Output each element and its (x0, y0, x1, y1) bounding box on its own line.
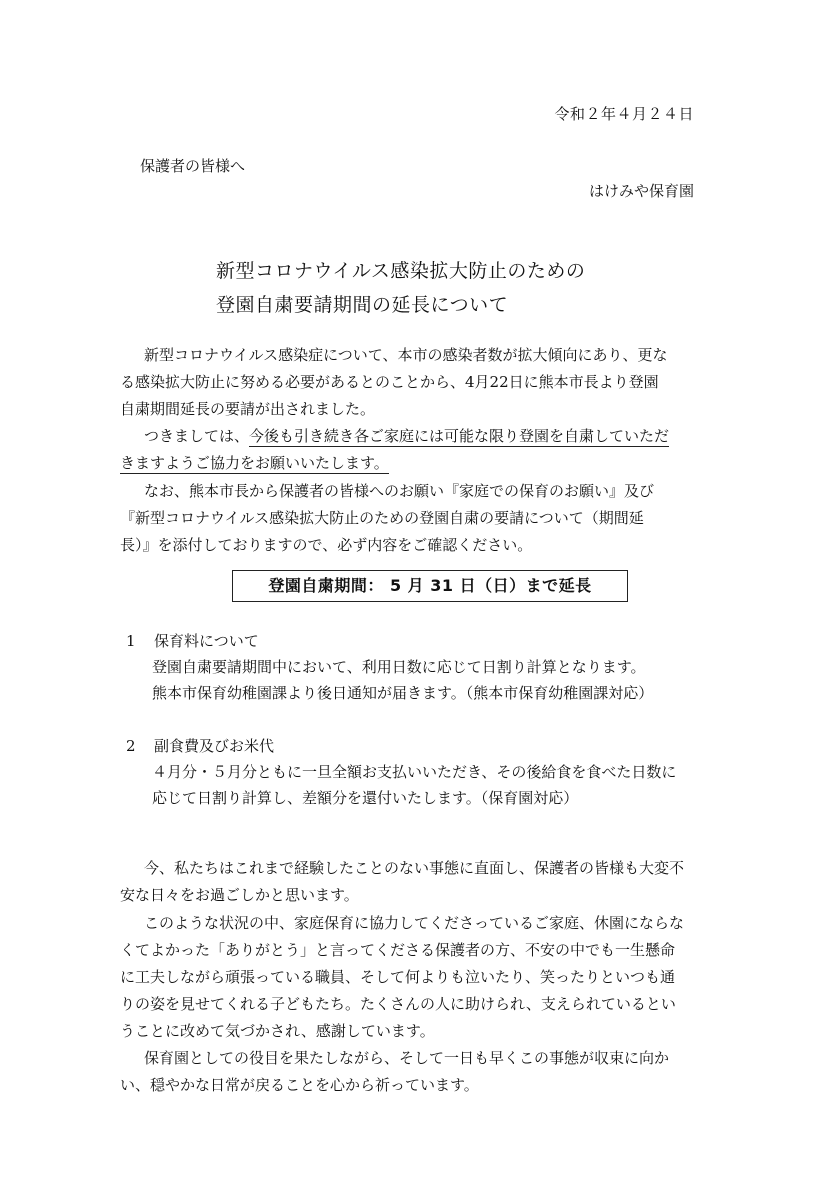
suspension-period-notice-box: 登園自粛期間： 5 月 31 日（日）まで延長 (232, 570, 628, 602)
intro-paragraph-2-underlined-1: 今後も引き続き各ご家庭には可能な限り登園を自粛していただ (249, 427, 670, 445)
section-2-title: 副食費及びお米代 (154, 737, 275, 755)
section-1-number: 1 (126, 632, 136, 650)
sender-line: はけみや保育園 (588, 182, 694, 200)
section-1-body-line-2: 熊本市保育幼稚園課より後日通知が届きます。（熊本市保育幼稚園課対応） (152, 684, 654, 702)
document-title-line-2: 登園自粛要請期間の延長について (216, 294, 509, 316)
section-1-body-line-1: 登園自粛要請期間中において、利用日数に応じて日割り計算となります。 (152, 658, 646, 676)
intro-paragraph-1-line-3: 自粛期間延長の要請が出されました。 (120, 400, 376, 418)
closing-paragraph-2-line-3: に工夫しながら頑張っている職員、そして何よりも泣いたり、笑ったりといつも通 (120, 968, 676, 986)
intro-paragraph-3-line-2: 『新型コロナウイルス感染拡大防止のための登園自粛の要請について（期間延 (120, 509, 644, 527)
document-title-line-1: 新型コロナウイルス感染拡大防止のための (216, 260, 586, 282)
intro-paragraph-2-underlined-2: きますようご協力をお願いいたします。 (120, 454, 389, 472)
intro-paragraph-2-line-1 (144, 423, 669, 451)
closing-paragraph-1-line-2: 安な日々をお過ごしかと思います。 (120, 886, 359, 904)
section-1-heading (126, 630, 259, 651)
section-2-heading (126, 735, 274, 756)
section-2-body-line-2: 応じて日割り計算し、差額分を還付いたします。（保育園対応） (152, 789, 579, 807)
closing-paragraph-2-line-2: くてよかった「ありがとう」と言ってくださる保護者の方、不安の中でも一生懸命 (120, 941, 676, 959)
closing-paragraph-2-line-5: うことに改めて気づかされ、感謝しています。 (120, 1022, 435, 1040)
closing-paragraph-3-line-1: 保育園としての役目を果たしながら、そして一日も早くこの事態が収束に向か (144, 1049, 670, 1067)
closing-paragraph-1-line-1: 今、私たちはこれまで経験したことのない事態に直面し、保護者の皆様も大変不 (144, 859, 685, 877)
closing-paragraph-3-line-2: い、穏やかな日常が戻ることを心から祈っています。 (120, 1076, 479, 1094)
section-2-number: 2 (126, 737, 136, 755)
recipient-line: 保護者の皆様へ (140, 157, 246, 175)
intro-paragraph-1-line-2: る感染拡大防止に努める必要があるとのことから、4月22日に熊本市長より登園 (120, 373, 659, 391)
section-1-title: 保育料について (154, 632, 259, 650)
issue-date: 令和２年４月２４日 (554, 105, 694, 123)
intro-paragraph-2-line-2 (120, 450, 389, 478)
closing-paragraph-2-line-4: りの姿を見せてくれる子どもたち。たくさんの人に助けられ、支えられているとい (120, 995, 676, 1013)
closing-paragraph-2-line-1: このような状況の中、家庭保育に協力してくださっているご家庭、休園にならな (144, 914, 685, 932)
intro-paragraph-3-line-3: 長）』を添付しておりますので、必ず内容をご確認ください。 (120, 536, 533, 554)
intro-paragraph-2-prefix: つきましては、 (144, 427, 250, 445)
section-2-body-line-1: ４月分・５月分ともに一旦全額お支払いいただき、その後給食を食べた日数に (152, 763, 677, 781)
intro-paragraph-3-line-1: なお、熊本市長から保護者の皆様へのお願い『家庭での保育のお願い』及び (144, 482, 655, 500)
intro-paragraph-1-line-1: 新型コロナウイルス感染症について、本市の感染者数が拡大傾向にあり、更な (144, 346, 668, 364)
